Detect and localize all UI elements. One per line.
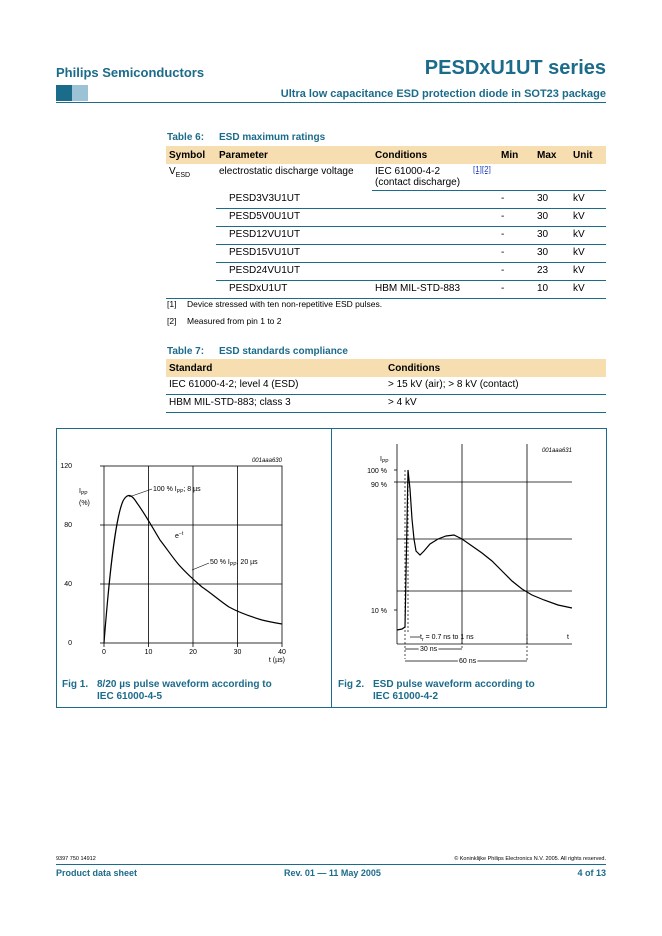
fig1-caption: Fig 1. 8/20 µs pulse waveform according to IEC 61000-4-5	[62, 679, 272, 702]
fig1-chart	[57, 429, 330, 677]
table6-col-symbol: Symbol	[166, 146, 216, 164]
table-row	[166, 164, 606, 191]
table7-col-conditions: Conditions	[385, 359, 606, 377]
fig1-caption-num: Fig 1.	[62, 679, 89, 690]
footer-page-number: 4 of 13	[577, 868, 606, 878]
company-name: Philips Semiconductors	[56, 65, 205, 80]
table6-title: ESD maximum ratings	[219, 132, 326, 143]
min-cell	[498, 164, 534, 191]
fig2-caption: Fig 2. ESD pulse waveform according to IEC 61000-4-2	[338, 679, 535, 702]
copyright: © Koninklijke Philips Electronics N.V. 2005. All rights reserved.	[454, 856, 606, 862]
fig2-label-90: 90 %	[371, 482, 387, 489]
table6-col-max: Max	[534, 146, 570, 164]
table6	[166, 146, 606, 299]
fig1-ylabel: $I_{PP}$	[79, 488, 88, 497]
fig1-ytick-80: 80	[64, 522, 72, 529]
doc-number: 9397 750 14912	[56, 856, 96, 862]
table-row: PESDxU1UT HBM MIL-STD-883 - 10 kV	[166, 281, 606, 299]
fig1-peak-annotation: 100 % $I_{PP}$; 8 µs	[153, 486, 201, 495]
table6-col-min: Min	[498, 146, 534, 164]
fig2-label-100: 100 %	[367, 468, 387, 475]
max-cell	[534, 164, 570, 191]
document-subtitle: Ultra low capacitance ESD protection diode in SOT23 package	[280, 88, 606, 100]
table6-header-row	[166, 146, 606, 164]
footer-rule	[56, 864, 606, 865]
fig2-span-30: 30 ns	[420, 646, 438, 653]
footnote-ref-link[interactable]: [1][2]	[473, 165, 491, 174]
fig2-caption-num: Fig 2.	[338, 679, 365, 690]
table7	[166, 359, 606, 413]
fig2-ylabel: $I_{PP}$	[380, 456, 389, 465]
table-row: PESD24VU1UT - 23 kV	[166, 263, 606, 281]
fig1-xlabel: t (µs)	[268, 657, 285, 664]
footer-revision: Rev. 01 — 11 May 2005	[284, 868, 381, 878]
fig2-label-10: 10 %	[371, 608, 387, 615]
table6-col-unit: Unit	[570, 146, 606, 164]
table6-note-2: [2] Measured from pin 1 to 2	[167, 316, 282, 326]
table7-header-row	[166, 359, 606, 377]
fig1-ylabel-unit: (%)	[79, 500, 90, 507]
fig1-xtick-10: 10	[144, 649, 153, 656]
cond-cell: IEC 61000-4-2 (contact discharge) [1][2]	[372, 164, 498, 191]
fig1-xtick-20: 20	[189, 649, 197, 656]
brand-square-dark	[56, 85, 72, 101]
table-row: HBM MIL-STD-883; class 3 > 4 kV	[166, 395, 606, 413]
table-row: PESD5V0U1UT - 30 kV	[166, 209, 606, 227]
table7-number: Table 7:	[167, 346, 205, 357]
fig2-curve	[397, 470, 572, 630]
fig1-xtick-40: 40	[278, 649, 286, 656]
table6-col-parameter: Parameter	[216, 146, 372, 164]
fig2-span-60: 60 ns	[459, 658, 477, 665]
fig1-ytick-0: 0	[68, 640, 72, 647]
fig2-grid	[397, 444, 572, 644]
series-title: PESDxU1UT series	[424, 57, 606, 79]
table6-note-1: [1] Device stressed with ten non-repetitive ESD pulses.	[167, 299, 383, 309]
table-row: PESD3V3U1UT - 30 kV	[166, 191, 606, 209]
fig1-ytick-40: 40	[64, 581, 72, 588]
table7-title: ESD standards compliance	[219, 346, 348, 357]
fig2-xlabel: t	[567, 634, 569, 641]
header-rule	[56, 102, 606, 103]
table6-caption	[167, 132, 325, 143]
fig1-e-annotation: $e^{-t}$	[175, 531, 184, 540]
table6-number: Table 6:	[167, 132, 205, 143]
table6-col-conditions: Conditions	[372, 146, 498, 164]
table-row: IEC 61000-4-2; level 4 (ESD) > 15 kV (air); > 8 kV (contact)	[166, 377, 606, 395]
param-cell: electrostatic discharge voltage	[219, 166, 354, 177]
fig1-xtick-30: 30	[233, 649, 242, 656]
fig2-code: 001aaa631	[541, 448, 572, 454]
fig1-xtick-0: 0	[102, 649, 106, 656]
table7-caption	[167, 346, 348, 357]
fig1-ytick-120: 120	[60, 463, 72, 470]
unit-cell	[570, 164, 606, 191]
fig1-half-leader	[192, 563, 209, 570]
table7-col-standard: Standard	[166, 359, 385, 377]
symbol-cell: $V_{ESD}$	[169, 166, 191, 179]
footer-doc-type: Product data sheet	[56, 868, 138, 878]
fig2-tr-annotation: $t_r = 0.7$ ns to 1 ns	[420, 634, 474, 643]
table-row: PESD12VU1UT - 30 kV	[166, 227, 606, 245]
table-row: PESD15VU1UT - 30 kV	[166, 245, 606, 263]
fig1-code: 001aaa630	[251, 458, 282, 464]
fig1-half-annotation: 50 % $I_{PP}$; 20 µs	[210, 559, 258, 568]
brand-square-light	[72, 85, 88, 101]
fig2-chart	[332, 429, 604, 677]
